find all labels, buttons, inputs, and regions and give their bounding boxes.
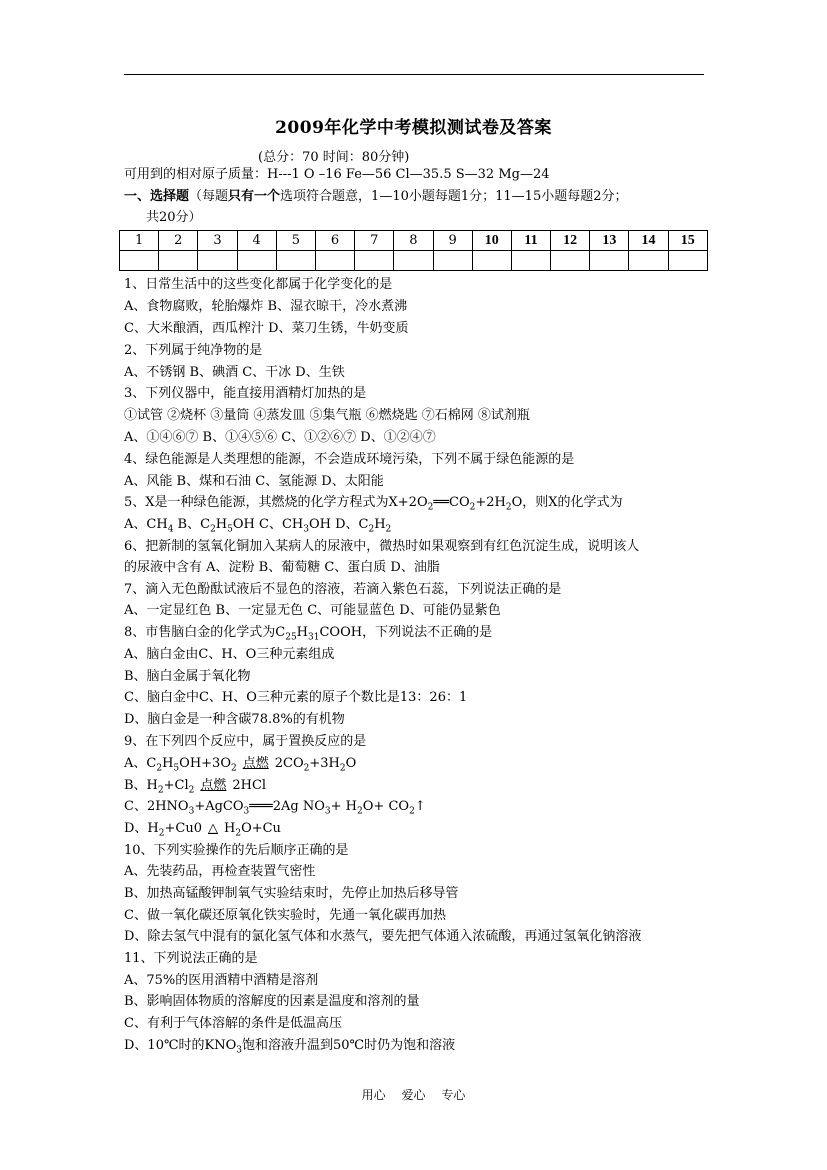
question-6: 6、把新制的氢氧化铜加入某病人的尿液中，微热时如果观察到有红色沉淀生成，说明该人	[124, 539, 640, 554]
answer-cell[interactable]	[668, 251, 707, 271]
subscript: 2	[158, 828, 165, 839]
question-10: 10、下列实验操作的先后顺序正确的是	[124, 843, 349, 858]
grid-number: 12	[551, 231, 590, 251]
q10-option-d: D、除去氢气中混有的氯化氢气体和水蒸气，要先把气体通入浓硫酸，再通过氢氧化钠溶液	[124, 929, 642, 944]
subscript: 2	[230, 763, 237, 774]
grid-number: 9	[433, 231, 472, 251]
subscript: 3	[188, 806, 195, 817]
grid-number: 14	[629, 231, 668, 251]
q9d-text: D、H	[124, 821, 159, 836]
q9a-text: H	[162, 756, 174, 771]
q9-option-d	[124, 820, 281, 838]
answer-cell[interactable]	[472, 251, 511, 271]
q1-options-ab: A、食物腐败，轮胎爆炸 B、湿衣晾干，冷水煮沸	[124, 299, 408, 314]
q9a-text: OH+3O	[179, 756, 231, 771]
q2-options: A、不锈钢 B、碘酒 C、干冰 D、生铁	[124, 365, 345, 380]
q11d-text: 饱和溶液升温到50℃时仍为饱和溶液	[242, 1038, 456, 1053]
atomic-masses: 可用到的相对原子质量：H---1 O –16 Fe—56 Cl—35.5 S—32 Mg—24	[124, 167, 550, 182]
question-11: 11、下列说法正确的是	[124, 951, 258, 966]
answer-cell[interactable]	[237, 251, 276, 271]
question-3: 3、下列仪器中，能直接用酒精灯加热的是	[124, 386, 367, 401]
question-5	[124, 494, 623, 512]
q5-option: H	[215, 517, 228, 532]
question-4: 4、绿色能源是人类理想的能源，不会造成环境污染，下列不属于绿色能源的是	[124, 452, 575, 467]
grid-number: 6	[315, 231, 354, 251]
q9b-text: +Cl	[163, 778, 189, 793]
heat-symbol-icon: △	[207, 821, 218, 836]
subscript: 3	[324, 806, 331, 817]
grid-number: 10	[472, 231, 511, 251]
answer-cell[interactable]	[590, 251, 629, 271]
q9-option-a	[124, 755, 356, 773]
footer-text: 专心	[441, 1088, 466, 1102]
subscript: 2	[505, 502, 512, 513]
q8-text: H	[296, 625, 309, 640]
q9a-text: 2CO	[274, 756, 304, 771]
grid-number: 11	[511, 231, 550, 251]
q8-option-b: B、脑白金属于氧化物	[124, 669, 251, 684]
section-heading-text-2: 选项符合题意，1—10小题每题1分；11—15小题每题2分；	[280, 189, 628, 204]
reaction-condition: 点燃	[242, 756, 269, 771]
q9d-text: H	[223, 821, 236, 836]
q9b-text: 2HCl	[232, 778, 267, 793]
gas-arrow-icon: ↑	[414, 799, 426, 814]
footer-text: 爱心	[401, 1088, 426, 1102]
section-heading-label: 一、选择题	[124, 189, 190, 204]
subscript: 2	[303, 763, 310, 774]
section-heading-line2: 共20分）	[146, 210, 202, 225]
q9-option-b	[124, 777, 266, 795]
question-2: 2、下列属于纯净物的是	[124, 343, 263, 358]
section-heading-text: （每题	[189, 189, 229, 204]
q5-text: +2H	[475, 495, 506, 510]
subscript: 2	[409, 806, 415, 817]
answer-cell[interactable]	[629, 251, 668, 271]
equals-sign: ═══	[249, 799, 273, 814]
q9c-text: O+ CO	[362, 799, 410, 814]
answer-cell[interactable]	[159, 251, 198, 271]
footer-text: 用心	[361, 1088, 386, 1102]
q10-option-c: C、做一氧化碳还原氧化铁实验时，先通一氧化碳再加热	[124, 908, 446, 923]
subscript: 2	[157, 785, 164, 796]
answer-cell[interactable]	[511, 251, 550, 271]
q4-options: A、风能 B、煤和石油 C、氢能源 D、太阳能	[124, 474, 384, 489]
q5-option: A、CH	[124, 517, 168, 532]
q5-option: OH D、C	[308, 517, 369, 532]
q8-option-d: D、脑白金是一种含碳78.8%的有机物	[124, 712, 345, 727]
subscript: 2	[339, 763, 346, 774]
q5-text: 5、X是一种绿色能源，其燃烧的化学方程式为X+2O	[124, 495, 428, 510]
equals-sign: ══	[433, 495, 449, 510]
q9c-text: 2Ag NO	[272, 799, 325, 814]
question-9: 9、在下列四个反应中，属于置换反应的是	[124, 734, 367, 749]
subscript: 2	[357, 806, 363, 817]
q3-options: A、①④⑥⑦ B、①④⑤⑥ C、①②⑥⑦ D、①②④⑦	[124, 430, 436, 445]
q9c-text: C、2HNO	[124, 799, 189, 814]
subscript: 2	[385, 524, 392, 535]
answer-cell[interactable]	[198, 251, 237, 271]
subscript: 3	[243, 806, 250, 817]
q11-option-b: B、影响固体物质的溶解度的因素是温度和溶剂的量	[124, 994, 420, 1009]
q5-option: H	[374, 517, 386, 532]
q5-text: CO	[449, 495, 470, 510]
subscript: 2	[368, 524, 375, 535]
q6-options: 的尿液中含有 A、淀粉 B、葡萄糖 C、蛋白质 D、油脂	[124, 560, 440, 575]
exam-info: (总分：70 时间：80分钟)	[258, 150, 410, 165]
q8-text: COOH，下列说法不正确的是	[319, 625, 493, 640]
section-heading	[124, 188, 628, 206]
subscript: 2	[235, 828, 242, 839]
q5-option: B、C	[173, 517, 211, 532]
q8-option-a: A、脑白金由C、H、O三种元素组成	[124, 647, 335, 662]
grid-number: 2	[159, 231, 198, 251]
question-7: 7、滴入无色酚酞试液后不显色的溶液，若滴入紫色石蕊，下列说法正确的是	[124, 582, 562, 597]
q8-text: 8、市售脑白金的化学式为C	[124, 625, 286, 640]
answer-grid-numbers	[120, 231, 708, 251]
reaction-condition: 点燃	[200, 778, 227, 793]
grid-number: 15	[668, 231, 707, 251]
answer-grid	[119, 230, 708, 271]
q9c-text: +AgCO	[194, 799, 244, 814]
question-8	[124, 624, 492, 642]
q3-items: ①试管 ②烧杯 ③量筒 ④蒸发皿 ⑤集气瓶 ⑥燃烧匙 ⑦石棉网 ⑧试剂瓶	[124, 408, 530, 423]
q1-options-cd: C、大米酿酒，西瓜榨汁 D、菜刀生锈，牛奶变质	[124, 321, 409, 336]
grid-number: 7	[355, 231, 394, 251]
question-1: 1、日常生活中的这些变化都属于化学变化的是	[124, 277, 393, 292]
q11-option-c: C、有利于气体溶解的条件是低温高压	[124, 1016, 342, 1031]
subscript: 2	[427, 502, 434, 513]
q10-option-b: B、加热高锰酸钾制氧气实验结束时，先停止加热后移导管	[124, 886, 459, 901]
grid-number: 3	[198, 231, 237, 251]
answer-cell[interactable]	[276, 251, 315, 271]
q5-text: O，则X的化学式为	[511, 495, 623, 510]
q9-option-c	[124, 798, 426, 816]
q9c-text: + H	[330, 799, 358, 814]
section-heading-emphasis: 只有一个	[228, 189, 281, 204]
q11-option-d	[124, 1037, 455, 1055]
grid-number: 8	[394, 231, 433, 251]
answer-grid-blanks	[120, 251, 708, 271]
answer-cell[interactable]	[120, 251, 159, 271]
answer-cell[interactable]	[551, 251, 590, 271]
grid-number: 13	[590, 231, 629, 251]
q8-option-c: C、脑白金中C、H、O三种元素的原子个数比是13：26：1	[124, 690, 468, 705]
q9d-text: +Cu0	[164, 821, 202, 836]
q5-option: OH C、CH	[232, 517, 304, 532]
q9b-text: B、H	[124, 778, 158, 793]
header-rule	[124, 74, 704, 75]
q10-option-a: A、先装药品，再检查装置气密性	[124, 864, 316, 879]
q9a-text: O	[345, 756, 357, 771]
q5-options	[124, 516, 391, 534]
subscript: 25	[285, 632, 297, 643]
subscript: 2	[188, 785, 195, 796]
answer-cell[interactable]	[433, 251, 472, 271]
q9d-text: O+Cu	[241, 821, 281, 836]
subscript: 2	[156, 763, 163, 774]
q9a-text: +3H	[309, 756, 340, 771]
subscript: 2	[210, 524, 216, 535]
subscript: 4	[167, 524, 174, 535]
q9a-text: A、C	[124, 756, 157, 771]
subscript: 3	[303, 524, 309, 535]
answer-cell[interactable]	[315, 251, 354, 271]
answer-cell[interactable]	[355, 251, 394, 271]
subscript: 5	[227, 524, 233, 535]
answer-cell[interactable]	[394, 251, 433, 271]
q11-option-a: A、75%的医用酒精中酒精是溶剂	[124, 973, 319, 988]
page-footer	[0, 1086, 827, 1103]
subscript: 2	[469, 502, 476, 513]
q7-options: A、一定显红色 B、一定显无色 C、可能显蓝色 D、可能仍显紫色	[124, 603, 501, 618]
q11d-text: D、10℃时的KNO	[124, 1038, 237, 1053]
grid-number: 5	[276, 231, 315, 251]
grid-number: 4	[237, 231, 276, 251]
page-title: 2009年化学中考模拟测试卷及答案	[275, 118, 552, 138]
subscript: 3	[236, 1045, 242, 1056]
subscript: 5	[173, 763, 180, 774]
grid-number: 1	[120, 231, 159, 251]
subscript: 31	[308, 632, 320, 643]
